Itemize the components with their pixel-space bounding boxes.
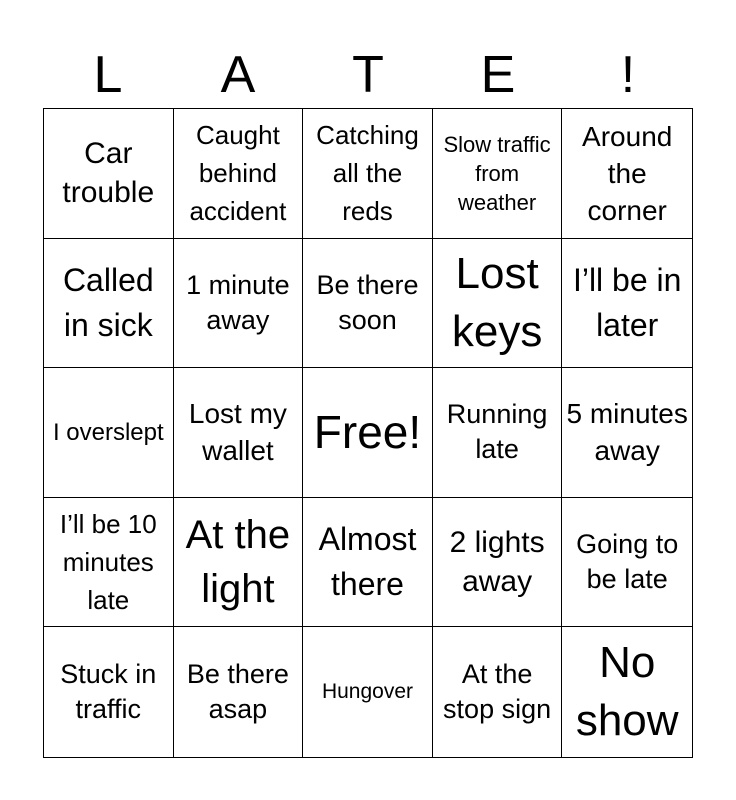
bingo-cell[interactable]: [44, 239, 174, 369]
bingo-cell[interactable]: [174, 239, 304, 369]
bingo-grid: [43, 108, 693, 758]
bingo-cell[interactable]: [174, 368, 304, 498]
bingo-cell[interactable]: [433, 627, 563, 757]
cell-text: Car trouble: [62, 137, 155, 210]
cell-text: Going to be late: [576, 529, 679, 595]
header-letter-4: E: [480, 46, 516, 104]
cell-text: Lost my wallet: [188, 398, 287, 467]
cell-text: Running late: [446, 399, 548, 465]
header-letter-2: A: [220, 46, 256, 104]
bingo-cell[interactable]: [303, 239, 433, 369]
bingo-cell[interactable]: [562, 498, 692, 628]
bingo-cell[interactable]: [562, 627, 692, 757]
header-letter-5: !: [620, 46, 636, 104]
bingo-cell[interactable]: [433, 239, 563, 369]
cell-text: Slow traffic from weather: [443, 131, 551, 215]
bingo-cell[interactable]: [174, 109, 304, 239]
bingo-cell[interactable]: [562, 109, 692, 239]
cell-text: I overslept: [52, 418, 164, 446]
bingo-cell[interactable]: [174, 627, 304, 757]
bingo-cell[interactable]: [433, 498, 563, 628]
cell-text: Almost there: [318, 521, 417, 603]
bingo-cell[interactable]: [433, 368, 563, 498]
bingo-cell[interactable]: [44, 498, 174, 628]
bingo-cell[interactable]: [303, 498, 433, 628]
bingo-cell-free[interactable]: [303, 368, 433, 498]
bingo-cell[interactable]: [433, 109, 563, 239]
cell-text: Free!: [313, 406, 422, 459]
cell-text: Around the corner: [582, 120, 673, 226]
cell-text: 5 minutes away: [566, 398, 688, 467]
bingo-cell[interactable]: [303, 627, 433, 757]
header-letter-3: T: [352, 46, 384, 104]
cell-text: 2 lights away: [449, 526, 545, 599]
cell-text: At the light: [185, 513, 291, 612]
cell-text: Be there soon: [316, 269, 419, 335]
cell-text: 1 minute away: [186, 269, 290, 335]
cell-text: No show: [575, 638, 679, 746]
cell-text: Catching all the reds: [316, 120, 419, 227]
bingo-cell[interactable]: [303, 109, 433, 239]
cell-text: Stuck in traffic: [60, 659, 157, 725]
header-letter-1: L: [93, 46, 123, 104]
cell-text: Be there asap: [186, 659, 289, 725]
bingo-cell[interactable]: [174, 498, 304, 628]
cell-text: Hungover: [321, 680, 414, 704]
bingo-cell[interactable]: [44, 627, 174, 757]
cell-text: Lost keys: [451, 248, 543, 356]
cell-text: I’ll be in later: [572, 261, 682, 343]
cell-text: Caught behind accident: [189, 120, 287, 227]
cell-text: At the stop sign: [443, 659, 552, 725]
cell-text: I’ll be 10 minutes late: [59, 509, 157, 616]
bingo-cell[interactable]: [44, 368, 174, 498]
bingo-cell[interactable]: [562, 368, 692, 498]
bingo-header: [43, 42, 693, 108]
bingo-cell[interactable]: [562, 239, 692, 369]
cell-text: Called in sick: [62, 261, 154, 343]
bingo-cell[interactable]: [44, 109, 174, 239]
